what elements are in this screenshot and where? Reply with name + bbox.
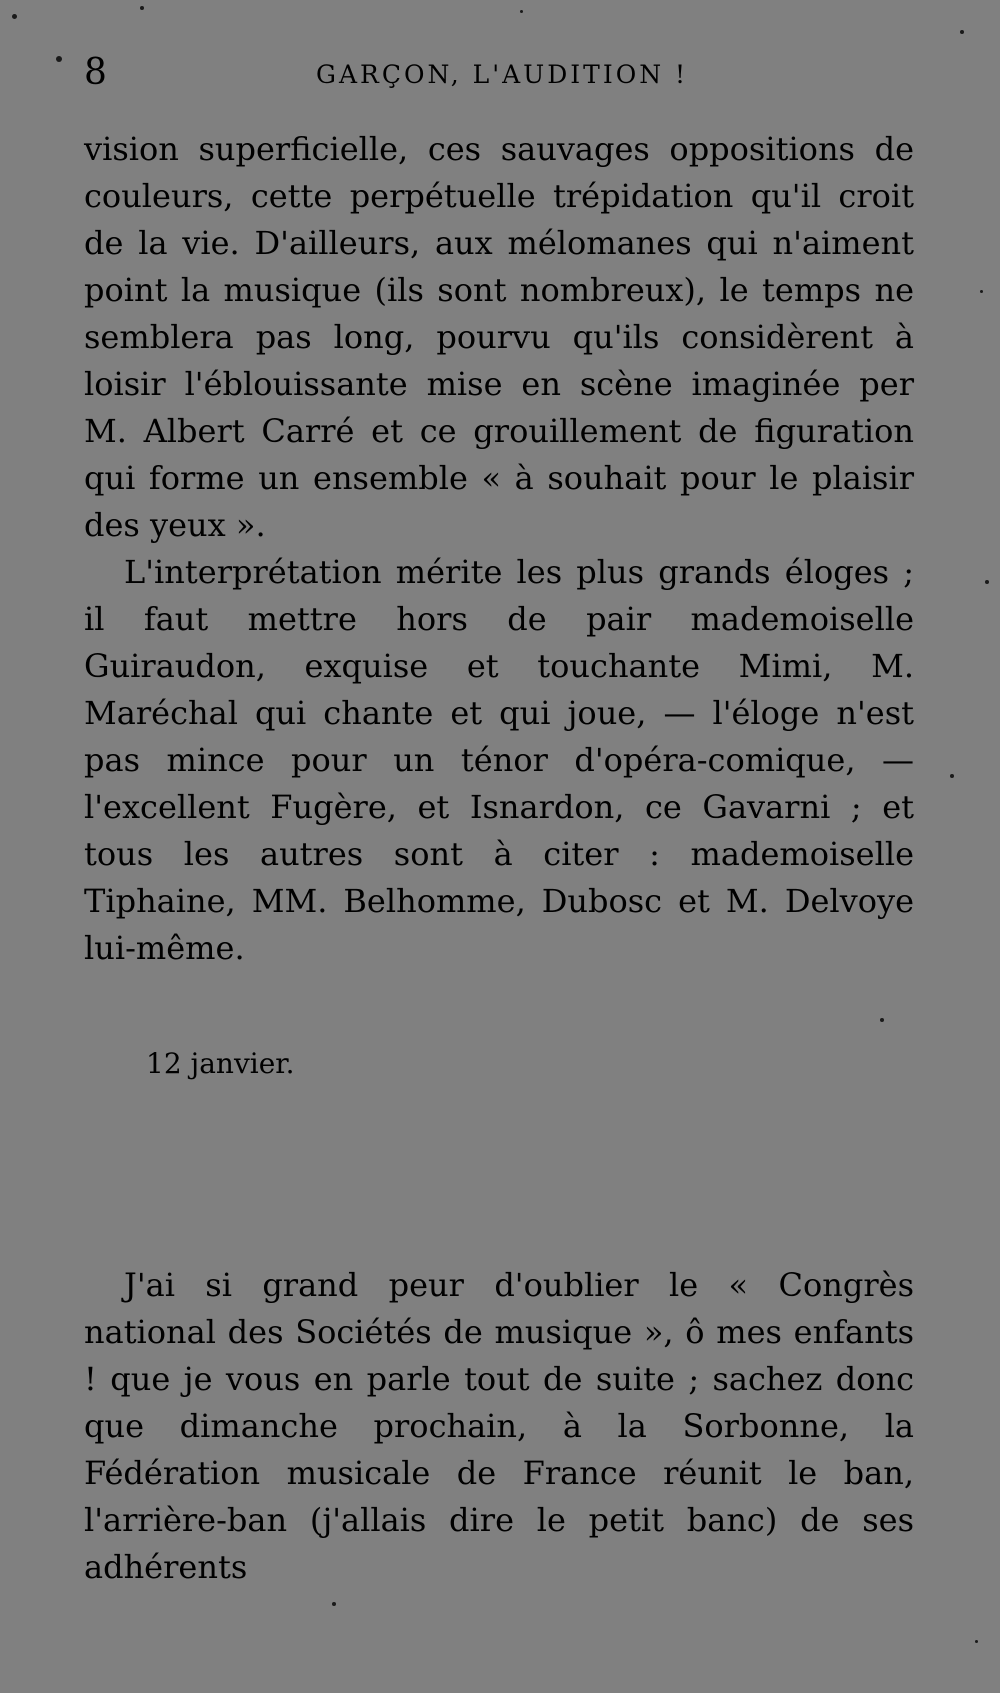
scan-speck [332,1602,336,1606]
text-block-top [84,126,914,972]
page-number: 8 [84,52,107,93]
paragraph-continuation: vision superficielle, ces sauvages oppositions de couleurs, cette perpétuelle trépidation qu'il croit de la vie. D'ailleurs, aux mélomanes qui n'aiment point la musique (ils sont nombreux), le temps ne semblera pas long, pourvu qu'ils considèrent à loisir l'éblouissante mise en scène imaginée per M. Albert Carré et ce grouillement de figuration qui forme un ensemble « à souhait pour le plaisir des yeux ». [84,130,914,544]
paragraph-congres: J'ai si grand peur d'oublier le « Congrès national des Sociétés de musique », ô mes enfants ! que je vous en parle tout de suite ; sachez donc que dimanche prochain, à la Sorbonne, la Fédération musicale de France réunit le ban, l'arrière-ban (j'allais dire le petit banc) de ses adhérents [84,1266,914,1586]
scan-speck [56,56,62,62]
running-title: GARÇON, L'AUDITION ! [316,60,689,89]
scan-speck [980,290,983,293]
scan-speck [520,10,523,13]
scan-speck [12,14,17,19]
scan-speck [880,1018,884,1022]
page-header [84,48,914,98]
scan-speck [985,580,989,584]
scan-speck [950,774,954,778]
paragraph-interpretation: L'interprétation mérite les plus grands éloges ; il faut mettre hors de pair mademoiselle Guiraudon, exquise et touchante Mimi, M. Maréchal qui chante et qui joue, — l'éloge n'est pas mince pour un ténor d'opéra-comique, — l'excellent Fugère, et Isnardon, ce Gavarni ; et tous les autres sont à citer : mademoiselle Tiphaine, MM. Belhomme, Dubosc et M. Delvoye lui-même. [84,553,914,967]
scan-speck [960,30,964,34]
scan-speck [975,1640,978,1643]
text-block-bottom [84,1262,914,1591]
scan-speck [140,6,144,10]
dateline: 12 janvier. [146,1047,295,1080]
